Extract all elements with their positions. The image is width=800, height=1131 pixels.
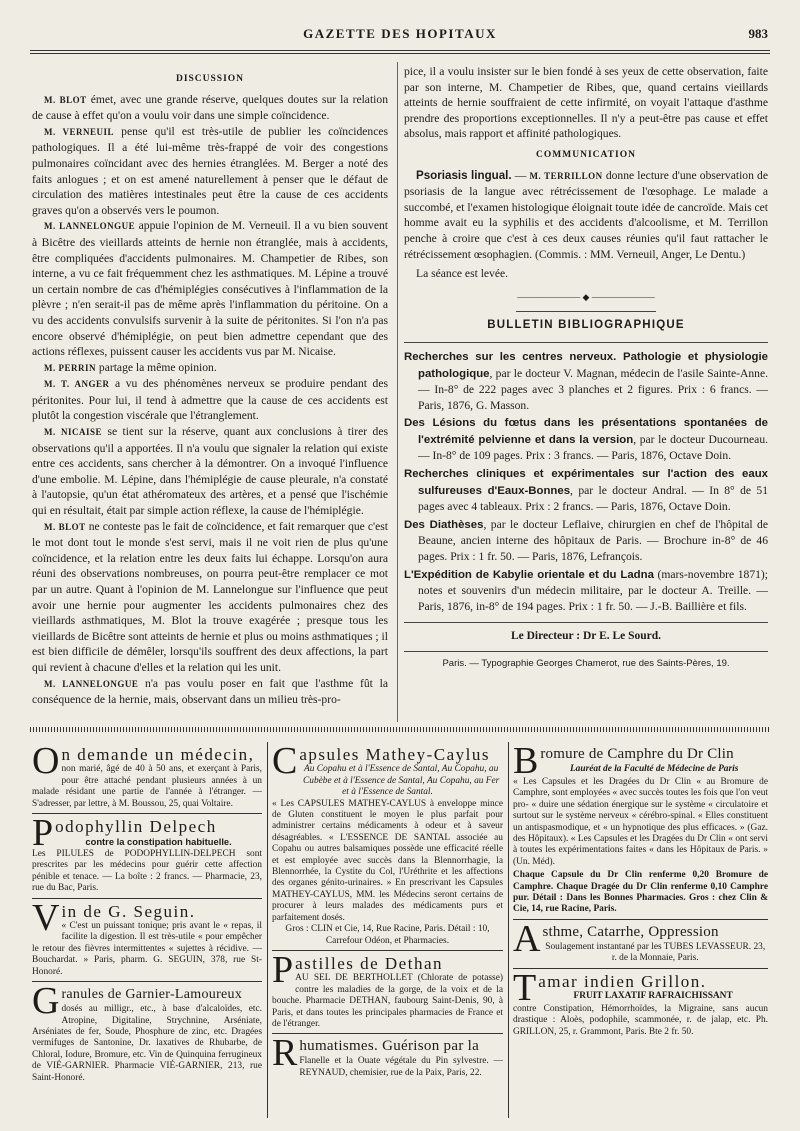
communication-text: donne lecture d'une observation de psoriasis de la langue avec rétrécissement de l'œsophage. Le malade a succombé, et l'examen histologique éloignait toute idée de cancroïde. Mais cet homme avait eu la syphilis et des accidents d'alcoolisme, et M. Terrillon penche à croire que c'est à ces deux causes réunies qu'il faut rattacher le rétrécissement œsophagien. (Commis. : MM. Verneuil, Anger, Le Dentu.) [404,168,768,261]
ornament-divider: ——————— ◆ ——————— [517,291,655,302]
page-number: 983 [748,26,768,41]
speaker-name: M. LANNELONGUE [44,678,139,689]
ad-subtitle: Au Copahu et à l'Essence de Santal, Au Copahu, au Cubèbe et à l'Essence de Santal, Au Copahu, au Fer et à l'Essence de Santal. [303,764,500,798]
speaker-text: a vu des phénomènes nerveux se produire pendant des péritonites. Pour lui, il tend à admettre que la cause de ces accidents est plutôt la congestion viscérale que l'étranglement. [32,377,388,423]
ad-initial: P [272,948,294,991]
ad-bromure [513,745,768,916]
biblio-details: , par le docteur Leflaive, chirurgien en chef de l'hôpital de Beaune, ancien interne des hôpitaux de Paris. — Brochure in-8° de 46 pages. Prix : 1 fr. 50. — Paris, 1876, Lefrançois. [418,517,768,564]
speaker-name: M. NICAISE [44,427,103,438]
speaker-text: appuie l'opinion de M. Verneuil. Il a vu bien souvent à Bicêtre des vieillards atteints de hernie non étranglée, mais à accidents, être compliquées d'accidents pulmonaires. M. Champetier de Ribes, son interne, a vu ce fait fréquemment chez les asthmatiques. M. Lépine a trouvé un certain nombre de cas d'hémiplégies consécutives à l'inflammation de la plèvre ; n'en serait-il pas de même après l'inflammation du péritoine. On a vu des accidents convulsifs survenir à la suite de péritonites. Si l'on n'a pas encore observé d'hémiplégie, on peut bien admettre cependant que des actions réflexes, puissent causer les accidents vus par M. Nicaise. [32,219,388,359]
ad-text: « Les Capsules et les Dragées du Dr Clin « au Bromure de Camphre, sont employées « avec succès toutes les fois que l'on veut pro- « duire une sédation énergique sur le système « circulatoire et surtout sur le système nerveux « cérébro-spinal. « Elles constituent un antispasmodique, et « un hypnotique des plus efficaces. » (Gaz. des Hôpitaux). « Les Capsules et les Dragées du Dr Clin « ont servi à toutes les expérimentations faites « dans les Hôpitaux de Paris. » (Un. Méd). [513,777,768,867]
ad-rule [272,950,503,951]
ad-podophyllin [32,812,262,895]
speaker-text: ne conteste pas le fait de coïncidence, et fait remarquer que c'est le mot dont tout le monde s'est servi, mais il ne voit rien de plus qu'une coïncidence, et la relation entre les deux faits lui échappe. Lorsqu'on aura réuni des observations nombreuses, on pourra peut-être remplacer ce mot par un autre. Quant à l'opinion de M. Lannelongue sur l'influence que peut avoir une hernie pour augmenter les accidents pulmonaires chez des vieillards asthmatiques, M. Blot la trouve exagérée ; presque tous les vieillards de Bicêtre sont atteints de hernie et plus ou moins asthmatiques ; il est bien difficile de démêler, lorsqu'ils souffrent des deux affections, la part qui revient à chacune d'elles et la relation qui les unit. [32,519,388,674]
ad-granules [32,980,262,1084]
ad-text: « C'est un puissant tonique; pris avant le « repas, il facilite la digestion. Il est très-utile « pour empêcher le retour des fièvres intermittentes « sujettes à récidive. — Bouchardat. » Paris, pharm. G. SEGUIN, 378, rue St-Honoré. [32,921,262,977]
speaker-name: M. PERRIN [44,362,96,373]
ad-initial: P [32,812,54,855]
biblio-details: , par le docteur Andral. — In 8° de 51 pages avec 4 tableaux. Prix : 2 francs. — Paris, 1876, Octave Doin. [418,483,768,514]
ad-title: amar indien Grillon. [538,971,707,991]
biblio-title: Des Diathèses [404,518,484,531]
ad-initial: C [272,745,298,782]
ad-title: romure de Camphre du Dr Clin [540,746,734,762]
biblio-title: Des Lésions du fœtus dans les présentations spontanées de l'extrémité pelvienne et dans la version [404,417,768,446]
discussion-paragraph [32,676,388,708]
biblio-title: Recherches sur les centres nerveux. Pathologie et physiologie pathologique [404,350,768,380]
ad-text-secondary: Chaque Capsule du Dr Clin renferme 0,20 Bromure de Camphre. Chaque Dragée du Dr Clin renferme 0,10 Camphre pur. Détail : Dans les Bonnes Pharmacies. Gros : chez Clin & Cie, 14, rue Racine, Paris. [513,870,768,915]
ad-title: n demande un médecin, [61,745,255,764]
ad-capsules-mathey [272,745,503,947]
director-line: Le Directeur : Dr E. Le Sourd. [510,630,662,643]
ad-title: ranules de Garnier-Lamoureux [61,987,243,1003]
biblio-details: (mars-novembre 1871); notes et souvenirs d'un médecin militaire, par le docteur A. Treille. — Paris, 1876, in-8° de 194 pages. Prix : 1 fr. 50. — J.-B. Baillière et fils. [418,567,768,613]
communication-paragraph: Psoriasis lingual. — M. TERRILLON donne lecture d'une observation de psoriasis de la langue avec rétrécissement de l'œsophage. Le malade a succombé, et l'examen histologique éloignait toute idée de cancroïde. Mais cet homme avait eu la syphilis et des accidents d'alcoolisme, et M. Terrillon penche à croire que c'est à ces deux causes réunies qu'il faut rattacher le rétrécissement œsophagien. (Commis. : MM. Verneuil, Anger, Le Dentu.) [404,168,768,261]
closing-line: La séance est levée. [416,267,509,281]
ad-text: Flanelle et la Ouate végétale du Pin sylvestre. — REYNAUD, chemisier, rue de la Paix, Paris, 22. [299,1056,503,1078]
ad-tamar [513,966,768,1038]
ad-title: apsules Mathey-Caylus [299,745,490,764]
ad-title: in de G. Seguin. [61,901,196,921]
speaker-name: M. BLOT [44,521,86,532]
speaker-name: M. VERNEUIL [44,126,115,137]
header-rule [30,50,770,54]
director-rule-bottom [404,651,768,652]
discussion-continuation: pice, il a voulu insister sur le bien fondé à ses yeux de cette observation, faite par son interne, M. Champetier de Ribes, que, quand certains vieillards atteints de hernie souffraient de cette infirmité, on voyait l'attaque d'asthme prendre des proportions exceptionnelles. Il n'y a peut-être pas cause et effet absolus, mais rapport et affinité pathologiques. [404,65,768,141]
ad-rhumatismes [272,1032,503,1079]
ad-text: contre Constipation, Hémorrhoïdes, la Migraine, sans aucun drastique : Aloès, podophile, scammonée, r. de jalap, etc. Ph. GRILLON, 25, r. Grammont, Paris. Bte 2 fr. 50. [513,1003,768,1037]
ad-subtitle: Lauréat de la Faculté de Médecine de Paris [569,764,739,774]
ads-column-2 [272,745,503,1115]
ad-text: « Les CAPSULES MATHEY-CAYLUS à enveloppe mince de Gluten constituent le moyen le plus parfait pour administrer certains médicaments à odeur et à saveur désagréables. « L'ESSENCE DE SANTAL associée au Copahu ou autres balsamiques possède une efficacité réelle et est employée avec succès dans la Blennorrhagie, la Blennorrhée, la Cystite du Col, l'Uréthrite et les affections des organes génito-urinaires. » En prescrivant les Capsules MATHEY-CAYLUS, MM. les Médecins seront certains de procurer à leurs malades des médicaments purs et parfaitement dosés. [272,798,503,923]
speaker-name: M. T. ANGER [44,379,110,390]
ad-initial: R [272,1032,298,1075]
journal-title: GAZETTE DES HOPITAUX [303,26,497,41]
ad-medecin [32,745,262,810]
ad-text: dosés au milligr., etc., à base d'alcaloïdes, etc. Atropine, Digitaline, Strychnine, Arséniate, Arséniates de fer, Soude, Phosphure de zinc, etc. Dragées vermifuges de Santonine, Dr. laxatives de Rhubarbe, de Chloral, Iodure, Bromure, etc. Vin de Quinquina ferrugineux de VIÉ-GARNIER. Pharmacie VIÉ-GARNIER, 213, rue Saint-Honoré. [32,1004,262,1083]
ad-title: humatismes. Guérison par la [299,1038,480,1055]
speaker-text: partage la même opinion. [96,360,217,374]
biblio-entry [404,415,768,464]
biblio-title: L'Expédition de Kabylie orientale et du Ladna [404,568,654,581]
ad-initial: T [513,966,537,1009]
ads-column-3 [513,745,768,1115]
ad-rule [272,1033,503,1034]
ad-title: sthme, Catarrhe, Oppression [542,923,719,940]
ad-initial: A [513,917,541,960]
speaker-text: pense qu'il est très-utile de publier les coïncidences pathologiques. Il a été lui-même très-frappé de voir des congestions pulmonaires coïncidant avec des hernies étranglées. M. Berger a noté des faits anlogues ; et on est amené naturellement à penser que le défaut de circulation des matières intestinales peut être la cause de ces accidents graves qu'on a observés vers le poumon. [32,124,388,217]
ad-rule [513,968,768,969]
ad-text: Soulagement instantané par les TUBES LEVASSEUR. 23, r. de la Monnaie, Paris. [545,941,766,964]
ad-initial: V [32,896,60,939]
ad-rule [513,919,768,920]
biblio-heading: BULLETIN BIBLIOGRAPHIQUE [487,319,685,332]
ad-vin-seguin [32,896,262,978]
ad-initial: B [513,745,539,782]
ads-column-1 [32,745,262,1115]
biblio-rule [404,342,768,343]
ad-column-divider-2 [508,742,509,1118]
ad-rule [32,898,262,899]
ad-text: AU SEL DE BERTHOLLET (Chlorate de potasse) contre les maladies de la gorge, de la voix et de la bouche. Pharmacie DETHAN, faubourg Saint-Denis, 90, à Paris, et dans toutes les principales pharmacies de France et de l'étranger. [272,973,503,1029]
biblio-entry [404,349,768,413]
discussion-paragraph [32,124,388,219]
biblio-details: , par le docteur Ducourneau. — In-8° de 109 pages. Prix : 3 francs. — Paris, 1876, Octave Doin. [418,432,769,463]
discussion-paragraph [32,92,388,124]
speaker-text: n'a pas voulu poser en fait que l'asthme fût la conséquence de la hernie, mais, observant dans un milieu très-pro- [32,676,388,707]
speaker-text: émet, avec une grande réserve, quelques doutes sur la relation de cause à effet qu'on a voulu voir dans une simple coïncidence. [32,92,388,123]
ad-initial: G [32,980,60,1023]
communication-title: Psoriasis lingual. [416,168,512,182]
biblio-entry [404,517,768,565]
discussion-paragraph [32,360,388,377]
ad-rule [32,981,262,982]
director-rule-top [404,622,768,623]
ad-subtitle: contre la constipation habituelle. [85,836,232,848]
ad-section-border [30,727,770,732]
ad-initial: O [32,745,60,782]
discussion-paragraph [32,519,388,676]
biblio-title: Recherches cliniques et expérimentales sur l'action des eaux sulfureuses d'Eaux-Bonnes [404,468,768,497]
speaker-name: M. BLOT [44,94,87,105]
ad-subtitle: FRUIT LAXATIF RAFRAICHISSANT [573,991,733,1002]
ad-address: Gros : CLIN et Cie, 14, Rue Racine, Paris. Détail : 10, Carrefour Odéon, et Pharmacies. [285,924,490,946]
ad-asthme [513,917,768,965]
biblio-details: , par le docteur V. Magnan, médecin de l'asile Sainte-Anne. — In-8° de 222 pages avec 3 planches et 2 figures. Prix : 6 francs. — Paris, 1876, G. Masson. [418,366,768,412]
ad-text: non marié, âgé de 40 à 50 ans, et exerçant à Paris, pour être attaché pendant plusieurs années à un malade résidant une partie de l'année à l'étranger. — S'adresser, par lettre, à M. Boussou, 25, quai Voltaire. [32,764,262,809]
column-divider [397,62,398,722]
biblio-entry [404,466,768,515]
ad-title: odophyllin Delpech [55,817,217,837]
speaker-text: se tient sur la réserve, quant aux conclusions à tirer des observations qu'il a apportées. Il n'a voulu que signaler la relation qui existe entre ces accidents, sans chercher à la démontrer. On a invoqué l'influence d'une embolie. M. Lépine, dans l'hémiplégie de cause pleurale, n'a constaté à l'autopsie, qu'un état athéromateux des artères, et a pensé que l'ischémie qui en résultait, était par simple action réflexe, la cause de l'hémiplégie. [32,425,388,518]
discussion-body [32,92,388,708]
left-column [32,66,388,708]
ad-title: astilles de Dethan [295,953,443,973]
ad-column-divider-1 [267,742,268,1118]
ad-pastilles [272,948,503,1030]
right-column [404,64,768,672]
discussion-heading: DISCUSSION [175,74,245,84]
speaker-name: M. LANNELONGUE [44,221,136,232]
discussion-paragraph [32,376,388,424]
biblio-list [404,349,768,615]
ad-rule [32,813,262,814]
printer-line: Paris. — Typographie Georges Chamerot, rue des Saints-Pères, 19. [442,658,730,669]
page-header [30,26,770,44]
discussion-paragraph [32,424,388,519]
ad-text: Les PILULES de PODOPHYLLIN-DELPECH sont prescrites par les médecins pour guérir cette affection pénible et tenace. — La boîte : 2 francs. — Pharmacie, 23, rue du Bac, Paris. [32,849,262,894]
communication-heading: COMMUNICATION [536,149,636,160]
communication-speaker: M. TERRILLON [529,170,603,181]
short-rule [516,311,656,312]
biblio-entry [404,567,768,615]
discussion-paragraph [32,218,388,359]
